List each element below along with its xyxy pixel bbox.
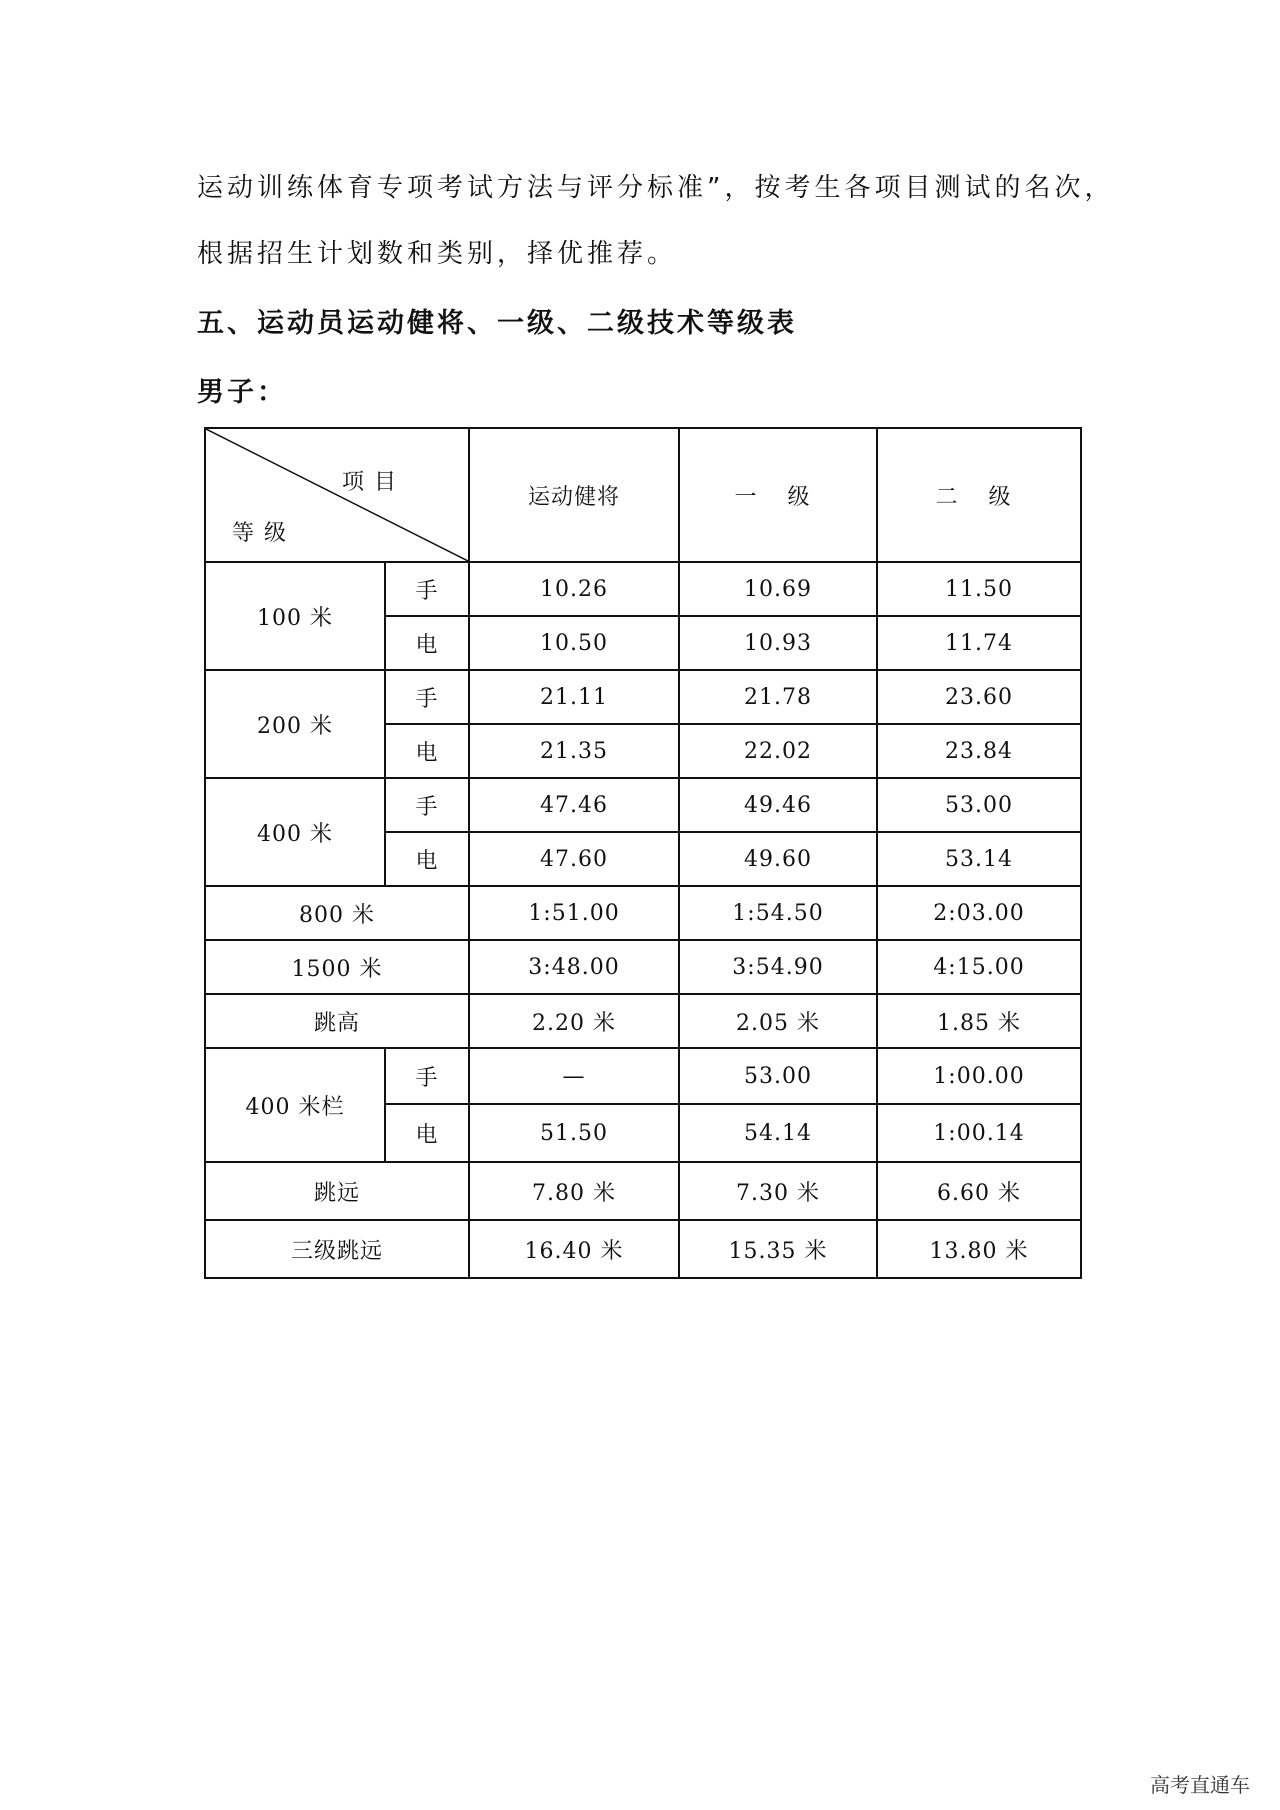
table-row [205,1048,1081,1104]
value-cell: 10.50 [469,616,679,670]
value-cell: 1:00.14 [877,1104,1081,1162]
value-cell: 22.02 [679,724,877,778]
value-cell: 2.05 米 [679,994,877,1048]
value-cell: 49.46 [679,778,877,832]
value-cell: 1:00.00 [877,1048,1081,1104]
value-cell: 1.85 米 [877,994,1081,1048]
event-cell: 400 米 [205,778,385,886]
value-cell: 3:54.90 [679,940,877,994]
timing-cell: 手 [385,562,469,616]
diag-label-grade: 等级 [232,521,297,546]
table-row [205,940,1081,994]
header-master-sport: 运动健将 [469,428,679,562]
value-cell: 53.00 [877,778,1081,832]
timing-cell: 电 [385,724,469,778]
value-cell: 47.60 [469,832,679,886]
value-cell: 51.50 [469,1104,679,1162]
event-cell: 200 米 [205,670,385,778]
value-cell: 4:15.00 [877,940,1081,994]
value-cell: 53.00 [679,1048,877,1104]
timing-cell: 手 [385,778,469,832]
value-cell: 13.80 米 [877,1220,1081,1278]
table-row [205,670,1081,724]
event-cell: 跳远 [205,1162,469,1220]
value-cell: 10.93 [679,616,877,670]
timing-cell: 电 [385,616,469,670]
value-cell: 3:48.00 [469,940,679,994]
value-cell: 23.60 [877,670,1081,724]
value-cell: 16.40 米 [469,1220,679,1278]
value-cell: — [469,1048,679,1104]
paragraph-line-2: 根据招生计划数和类别，择优推荐。 [197,239,678,269]
event-cell: 400 米栏 [205,1048,385,1162]
event-cell: 三级跳远 [205,1220,469,1278]
value-cell: 21.35 [469,724,679,778]
value-cell: 10.69 [679,562,877,616]
value-cell: 10.26 [469,562,679,616]
value-cell: 54.14 [679,1104,877,1162]
diag-label-item: 项目 [341,470,406,495]
timing-cell: 电 [385,832,469,886]
footer-watermark: 高考直通车 [1150,1773,1250,1797]
value-cell: 21.78 [679,670,877,724]
value-cell: 1:51.00 [469,886,679,940]
table-row [205,994,1081,1048]
table-row [205,886,1081,940]
event-cell: 跳高 [205,994,469,1048]
value-cell: 15.35 米 [679,1220,877,1278]
paragraph-line-1: 运动训练体育专项考试方法与评分标准”，按考生各项目测试的名次， [197,173,1115,203]
value-cell: 2:03.00 [877,886,1081,940]
event-cell: 1500 米 [205,940,469,994]
value-cell: 47.46 [469,778,679,832]
value-cell: 7.30 米 [679,1162,877,1220]
diagonal-header-cell [205,428,469,562]
value-cell: 49.60 [679,832,877,886]
value-cell: 23.84 [877,724,1081,778]
value-cell: 1:54.50 [679,886,877,940]
value-cell: 7.80 米 [469,1162,679,1220]
grade-table [204,427,1082,1279]
event-cell: 100 米 [205,562,385,670]
header-level-2: 二 级 [877,428,1081,562]
table-header-row [205,428,1081,562]
value-cell: 53.14 [877,832,1081,886]
section-title: 五、运动员运动健将、一级、二级技术等级表 [197,308,797,339]
value-cell: 11.50 [877,562,1081,616]
table-row [205,778,1081,832]
value-cell: 21.11 [469,670,679,724]
table-row [205,1162,1081,1220]
table-row [205,562,1081,616]
event-cell: 800 米 [205,886,469,940]
value-cell: 11.74 [877,616,1081,670]
timing-cell: 电 [385,1104,469,1162]
value-cell: 6.60 米 [877,1162,1081,1220]
header-level-1: 一 级 [679,428,877,562]
timing-cell: 手 [385,1048,469,1104]
value-cell: 2.20 米 [469,994,679,1048]
table-row [205,1220,1081,1278]
subtitle-men: 男子： [197,377,287,408]
timing-cell: 手 [385,670,469,724]
